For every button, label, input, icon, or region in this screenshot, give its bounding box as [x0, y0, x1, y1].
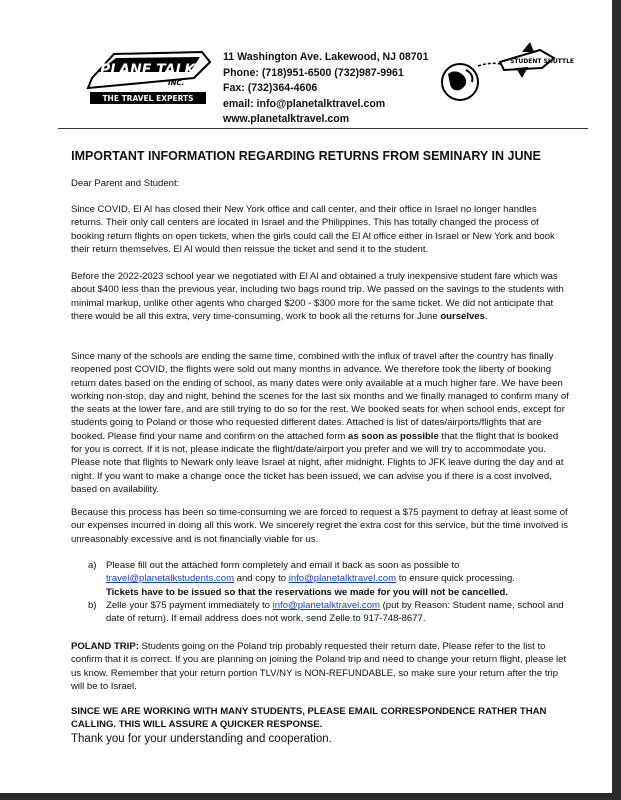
closing-notice: SINCE WE ARE WORKING WITH MANY STUDENTS, PLEASE EMAIL CORRESPONDENCE RATHER THAN CALLING. THIS WILL ASSURE A QUICKER RESPONSE. — [71, 706, 547, 731]
paragraph-3-text-end: that the flight that is booked for you is correct. If it is not, please indicate the flight/date/airport you prefer and we will try to accommodate you. Please note that flights to Newark only leave Israel at night, after midnight. Flights to JFK leave during the day and at night. If you want to make a change once the ticket has been issued, we can advise you if there is a cost involved, based on availability. — [71, 430, 564, 495]
website: www.planetalktravel.com — [223, 113, 350, 126]
paragraph-3 — [71, 350, 571, 496]
letter-title: IMPORTANT INFORMATION REGARDING RETURNS FROM SEMINARY IN JUNE — [71, 149, 541, 163]
list-b-text-2: (put by Reason: Student name, school and date of return). If email address does not work, send Zelle to 917-748-8677. — [106, 599, 564, 625]
paragraph-4: Because this process has been so time-consuming we are forced to request a $75 payment to defray at least some of our expenses incurred in doing all this work. We sincerely regret the extra cost for this service, but the time involved is unreasonably excessive and is not financially viable for us. — [71, 507, 569, 545]
list-marker-a: a) — [88, 560, 97, 571]
info-email-link[interactable]: info@planetalktravel.com — [288, 573, 397, 585]
instructions-list — [88, 559, 568, 625]
travel-email-link[interactable]: travel@planetalkstudents.com — [106, 573, 235, 585]
list-marker-b: b) — [88, 599, 97, 611]
logo-tagline: THE TRAVEL EXPERTS — [102, 94, 194, 103]
paragraph-3-text: Since many of the schools are ending the same time, combined with the influx of travel after the country has finally reopened post COVID, the flights were sold out many months in advance. We therefore took the liberty of booking return dates based on the ending of school, as many dates were only available at a much higher fare. We have been working non-stop, day and night, behind the scenes for the last six months and we finally managed to confirm many of the seats at the lower fare, and are still trying to do so for the rest. We booked seats for when school ends, except for students going to Poland or those who requested different dates. Attached is list of dates/airports/flights that are booked. Please find your name and confirm on the attached form — [71, 351, 569, 442]
contact-block — [223, 50, 428, 128]
zelle-email-link[interactable]: info@planetalktravel.com — [272, 599, 380, 611]
phone: Phone: (718)951-6500 (732)987-9961 — [223, 66, 404, 79]
logo-inc: INC. — [168, 79, 185, 87]
list-a-text: Please fill out the attached form completely and email it back as soon as possible to — [106, 560, 460, 571]
plane-talk-logo — [84, 48, 214, 108]
list-a-text-3: to ensure quick processing. — [396, 573, 515, 585]
paragraph-2-emphasis: ourselves — [440, 310, 485, 322]
address: 11 Washington Ave. Lakewood, NJ 08701 — [223, 51, 429, 63]
list-a-warning: Tickets have to be issued so that the reservations we made for you will not be cancelled. — [106, 586, 508, 598]
paragraph-1: Since COVID, El Al has closed their New York office and call center, and their office in Israel no longer handles returns. Their only call centers are located in Israel and the Philippines. This has totally changed the process of booking return flights on open tickets, when the girls could call the El Al office either in Israel or New York and book their return themselves. El Al would then reissue the ticket and send it to the student. — [71, 204, 555, 255]
list-item-a — [88, 559, 568, 599]
student-shuttle-icon — [430, 40, 575, 110]
greeting: Dear Parent and Student: — [71, 178, 180, 189]
header-divider — [58, 128, 588, 129]
paragraph-2-end: . — [484, 310, 488, 322]
list-item-b — [88, 599, 568, 626]
paragraph-3-emphasis: as soon as possible — [348, 430, 439, 442]
list-b-text: Zelle your $75 payment immediately to — [106, 599, 273, 611]
poland-paragraph — [71, 640, 571, 693]
email-line: email: info@planetalktravel.com — [223, 97, 386, 110]
shuttle-text: STUDENT SHUTTLE — [510, 58, 575, 65]
fax: Fax: (732)364-4606 — [223, 82, 318, 95]
poland-text: Students going on the Poland trip probably requested their return date. Please refer to the list to confirm that it is correct. If you are planning on joining the Poland trip and need to change your return flight, please let us know. Remember that your return portion TLV/NY is NON-REFUNDABLE, so make sure your return after the trip will be to Israel. — [71, 641, 567, 692]
thanks-line: Thank you for your understanding and cooperation. — [71, 733, 332, 745]
list-a-text-2: and copy to — [234, 573, 289, 585]
logo-name: PLANE TALK — [100, 62, 196, 78]
poland-label: POLAND TRIP: — [71, 641, 139, 652]
paragraph-2 — [71, 270, 571, 323]
paragraph-2-text: Before the 2022-2023 school year we negotiated with El Al and obtained a truly inexpensive student fare which was about $400 less than the previous year, including two bags round trip. We passed on the savings to the students with minimal markup, unlike other agents who charged $200 - $300 more for the same ticket. We did not anticipate that there would be all this extra, very time-consuming, work to book all the returns for June — [71, 271, 564, 322]
